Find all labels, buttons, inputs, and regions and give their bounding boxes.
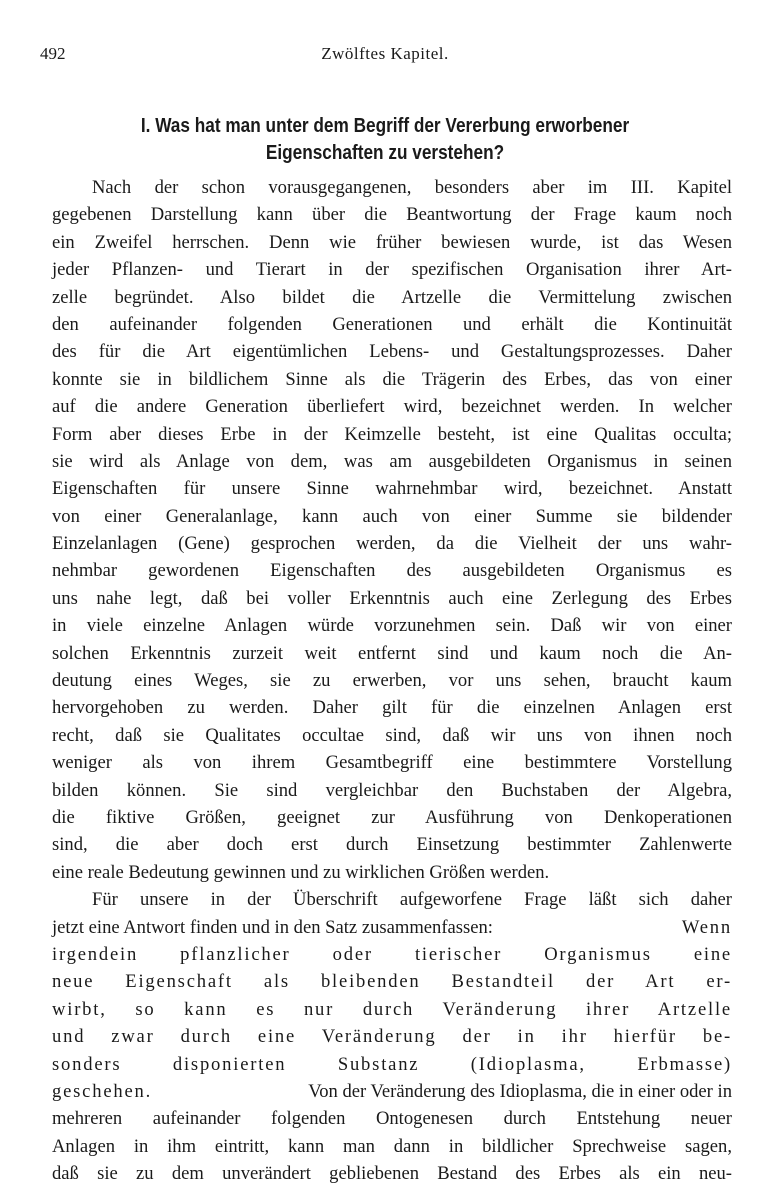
text-line: hervorgehoben zu werden. Daher gilt für die einzelnen Anlagen erst — [52, 697, 732, 719]
text-line: zelle begründet. Also bildet die Artzelle die Vermittelung zwischen — [52, 286, 732, 308]
text-line: mehreren aufeinander folgenden Ontogenesen durch Entstehung neuer — [52, 1108, 732, 1130]
text-line: uns nahe legt, daß bei voller Erkenntnis auch eine Zerlegung des Erbes — [52, 587, 732, 609]
text-line — [52, 1078, 732, 1105]
page-number: 492 — [40, 44, 66, 63]
text-line: gegebenen Darstellung kann über die Beantwortung der Frage kaum noch — [52, 204, 732, 226]
emphasized-text-line: sonders disponierten Substanz (Idioplasma, Erbmasse) — [52, 1053, 732, 1075]
section-heading — [95, 112, 675, 166]
text-line: die fiktive Größen, geeignet zur Ausführung von Denkoperationen — [52, 806, 732, 828]
text-line: sind, die aber doch erst durch Einsetzung bestimmter Zahlenwerte — [52, 834, 732, 856]
text-line: konnte sie in bildlichem Sinne als die Trägerin des Erbes, das von einer — [52, 368, 732, 390]
emphasized-text: Wenn — [681, 916, 732, 938]
emphasized-text: geschehen. — [52, 1080, 153, 1102]
text-line: den aufeinander folgenden Generationen und erhält die Kontinuität — [52, 313, 732, 335]
running-head — [40, 44, 730, 74]
text-span: Von der Veränderung des Idioplasma, die in einer oder in — [308, 1080, 732, 1102]
text-line: ein Zweifel herrschen. Denn wie früher bewiesen wurde, ist das Wesen — [52, 231, 732, 253]
text-line: deutung eines Weges, sie zu erwerben, vor uns sehen, braucht kaum — [52, 670, 732, 692]
text-line: Anlagen in ihm eintritt, kann man dann in bildlicher Sprechweise sagen, — [52, 1135, 732, 1157]
text-line: von einer Generalanlage, kann auch von einer Summe sie bildender — [52, 505, 732, 527]
text-line: jeder Pflanzen- und Tierart in der spezifischen Organisation ihrer Art- — [52, 259, 732, 281]
text-line: des für die Art eigentümlichen Lebens- und Gestaltungsprozesses. Daher — [52, 341, 732, 363]
text-line: Für unsere in der Überschrift aufgeworfene Frage läßt sich daher — [92, 889, 732, 911]
body-text — [52, 174, 732, 1187]
text-line: nehmbar gewordenen Eigenschaften des ausgebildeten Organismus es — [52, 560, 732, 582]
text-line: sie wird als Anlage von dem, was am ausgebildeten Organismus in seinen — [52, 450, 732, 472]
text-line: auf die andere Generation überliefert wird, bezeichnet werden. In welcher — [52, 396, 732, 418]
emphasized-text-line: irgendein pflanzlicher oder tierischer Organismus eine — [52, 943, 732, 965]
text-line: Einzelanlagen (Gene) gesprochen werden, da die Vielheit der uns wahr- — [52, 533, 732, 555]
text-line: in viele einzelne Anlagen würde vorzunehmen sein. Daß wir von einer — [52, 615, 732, 637]
text-line: Nach der schon vorausgegangenen, besonders aber im III. Kapitel — [92, 177, 732, 198]
emphasized-text-line: neue Eigenschaft als bleibenden Bestandteil der Art er- — [52, 971, 732, 993]
text-line: eine reale Bedeutung gewinnen und zu wirklichen Größen werden. — [52, 861, 550, 883]
text-span: jetzt eine Antwort finden und in den Satz zusammenfassen: — [52, 916, 493, 938]
emphasized-text-line: und zwar durch eine Veränderung der in ihr hierfür be- — [52, 1026, 732, 1048]
text-line: bilden können. Sie sind vergleichbar den Buchstaben der Algebra, — [52, 779, 732, 801]
text-line: daß sie zu dem unverändert gebliebenen Bestand des Erbes als ein neu- — [52, 1163, 732, 1185]
text-line: Eigenschaften für unsere Sinne wahrnehmbar wird, bezeichnet. Anstatt — [52, 478, 732, 500]
emphasized-text-line: wirbt, so kann es nur durch Veränderung ihrer Artzelle — [52, 998, 732, 1020]
chapter-title: Zwölftes Kapitel. — [321, 44, 449, 63]
text-line: weniger als von ihrem Gesamtbegriff eine bestimmtere Vorstellung — [52, 752, 732, 774]
text-line: recht, daß sie Qualitates occultae sind, daß wir uns von ihnen noch — [52, 724, 732, 746]
section-heading-line-1: I. Was hat man unter dem Begriff der Vererbung erworbener — [140, 114, 630, 137]
text-line: Form aber dieses Erbe in der Keimzelle besteht, ist eine Qualitas occulta; — [52, 423, 732, 445]
text-line — [52, 914, 732, 941]
section-heading-line-2: Eigenschaften zu verstehen? — [265, 141, 505, 164]
text-line: solchen Erkenntnis zurzeit weit entfernt sind und kaum noch die An- — [52, 642, 732, 664]
